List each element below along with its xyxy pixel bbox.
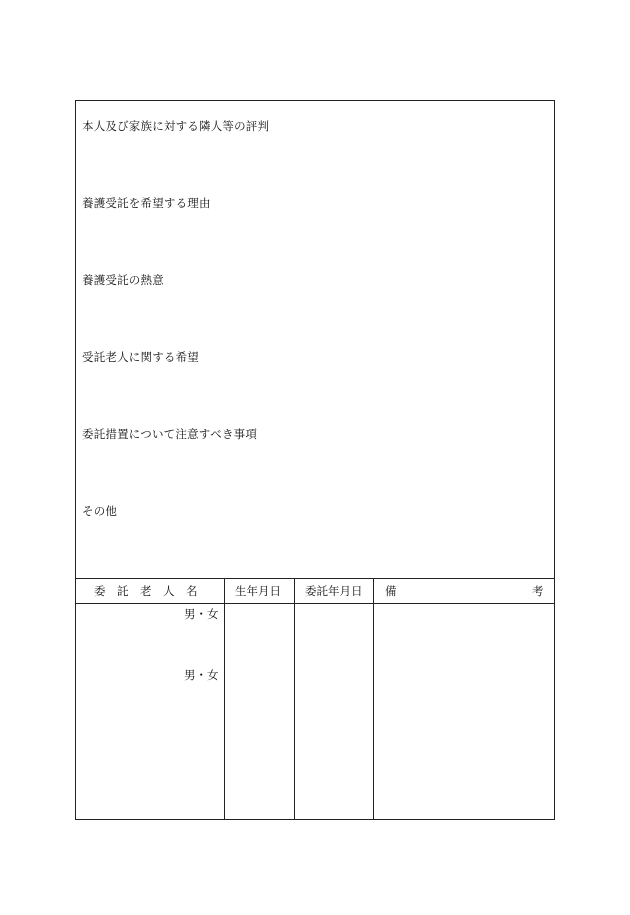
section-label: 養護受託の熱意 xyxy=(82,273,164,287)
table-header-row xyxy=(76,579,554,604)
section-label: 本人及び家族に対する隣人等の評判 xyxy=(82,119,270,133)
gender-option-row-2[interactable]: 男・女 xyxy=(184,668,219,682)
header-birth-date: 生年月日 xyxy=(235,584,281,598)
header-remarks-left: 備 xyxy=(385,584,397,598)
entrusted-elderly-table xyxy=(76,578,554,820)
header-elderly-name: 委 託 老 人 名 xyxy=(94,584,198,598)
column-divider xyxy=(294,579,295,820)
section-label: 養護受託を希望する理由 xyxy=(82,196,211,210)
header-remarks-right: 考 xyxy=(532,584,544,598)
foster-form xyxy=(75,100,555,820)
section-label: 委託措置について注意すべき事項 xyxy=(82,427,258,441)
column-divider xyxy=(373,579,374,820)
section-label: その他 xyxy=(82,504,118,518)
gender-option-row-1[interactable]: 男・女 xyxy=(184,607,219,621)
header-entrust-date: 委託年月日 xyxy=(305,584,363,598)
column-divider xyxy=(224,579,225,820)
section-label: 受託老人に関する希望 xyxy=(82,350,199,364)
